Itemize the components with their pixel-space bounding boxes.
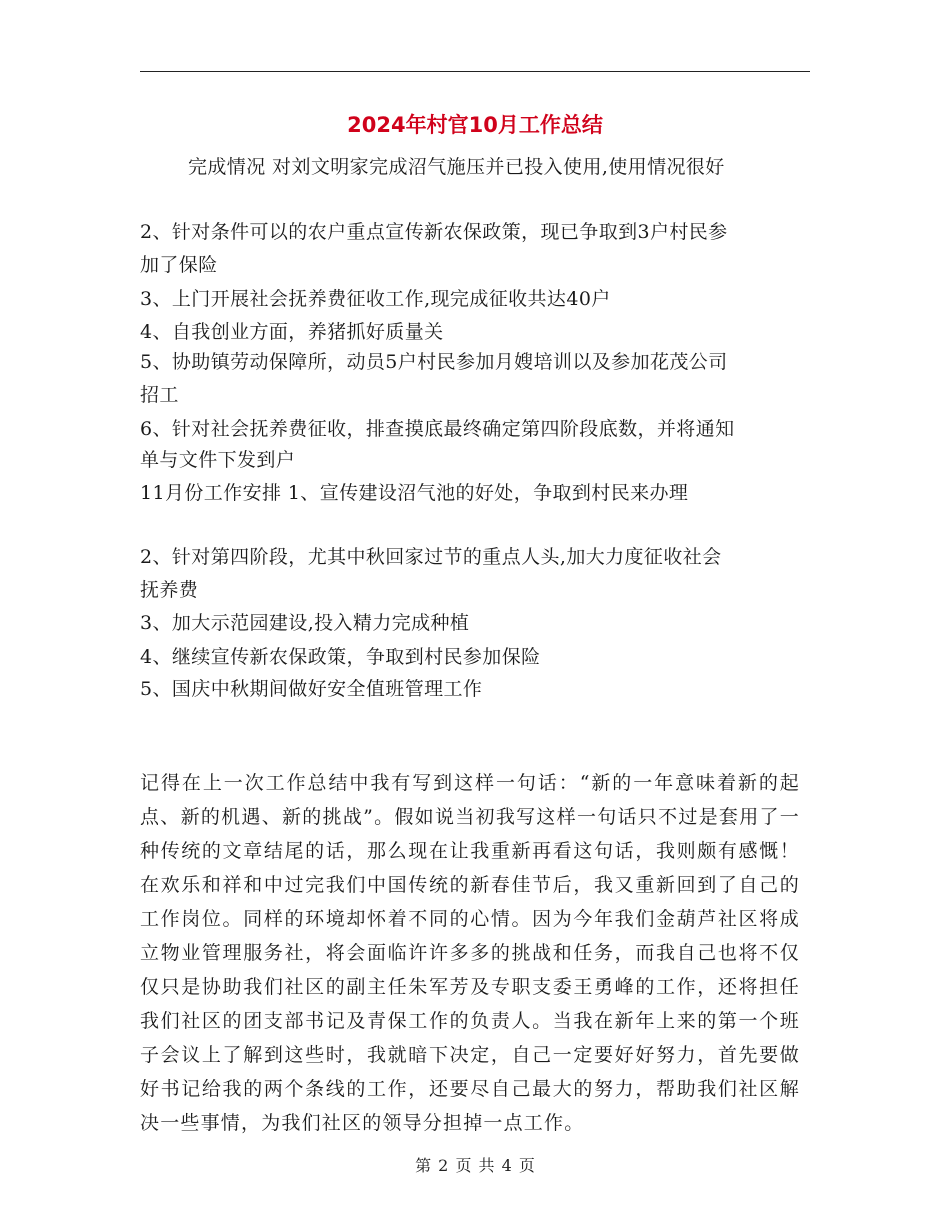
completed-item-line: 6、针对社会抚养费征收，排查摸底最终确定第四阶段底数，并将通知 xyxy=(140,418,735,440)
page-number: 第 2 页 共 4 页 xyxy=(415,1156,535,1175)
plan-item-line: 5、国庆中秋期间做好安全值班管理工作 xyxy=(140,678,483,700)
completed-item-line: 3、上门开展社会抚养费征收工作,现完成征收共达40户 xyxy=(140,288,611,310)
plan-item-line: 抚养费 xyxy=(140,579,199,601)
plan-item-line: 4、继续宣传新农保政策，争取到村民参加保险 xyxy=(140,646,541,668)
completed-item-line: 加了保险 xyxy=(140,254,218,276)
completed-item-line: 2、针对条件可以的农户重点宣传新农保政策，现已争取到3户村民参 xyxy=(140,221,728,243)
document-title: 2024年村官10月工作总结 xyxy=(347,113,603,137)
intro-line: 完成情况 对刘文明家完成沼气施压并已投入使用,使用情况很好 xyxy=(188,156,725,178)
plan-item-line: 3、加大示范园建设,投入精力完成种植 xyxy=(140,612,470,634)
body-paragraph: 记得在上一次工作总结中我有写到这样一句话：“新的一年意味着新的起点、新的机遇、新的挑战”。假如说当初我写这样一句话只不过是套用了一种传统的文章结尾的话，那么现在让我重新再看这句话，我则颇有感慨！在欢乐和祥和中过完我们中国传统的新春佳节后，我又重新回到了自己的工作岗位。同样的环境却怀着不同的心情。因为今年我们金葫芦社区将成立物业管理服务社，将会面临许许多多的挑战和任务，而我自己也将不仅仅只是协助我们社区的副主任朱军芳及专职支委王勇峰的工作，还将担任我们社区的团支部书记及青保工作的负责人。当我在新年上来的第一个班子会议上了解到这些时，我就暗下决定，自己一定要好好努力，首先要做好书记给我的两个条线的工作，还要尽自己最大的努力，帮助我们社区解决一些事情，为我们社区的领导分担掉一点工作。 xyxy=(140,772,800,1134)
completed-item-line: 单与文件下发到户 xyxy=(140,449,296,471)
completed-item-line: 5、协助镇劳动保障所，动员5户村民参加月嫂培训以及参加花茂公司 xyxy=(140,351,728,373)
completed-item-line: 4、自我创业方面，养猪抓好质量关 xyxy=(140,321,444,343)
plan-heading-line: 11月份工作安排 1、宣传建设沼气池的好处，争取到村民来办理 xyxy=(140,482,689,504)
header-rule xyxy=(140,71,810,72)
completed-item-line: 招工 xyxy=(140,384,179,406)
plan-item-line: 2、针对第四阶段，尤其中秋回家过节的重点人头,加大力度征收社会 xyxy=(140,546,722,568)
